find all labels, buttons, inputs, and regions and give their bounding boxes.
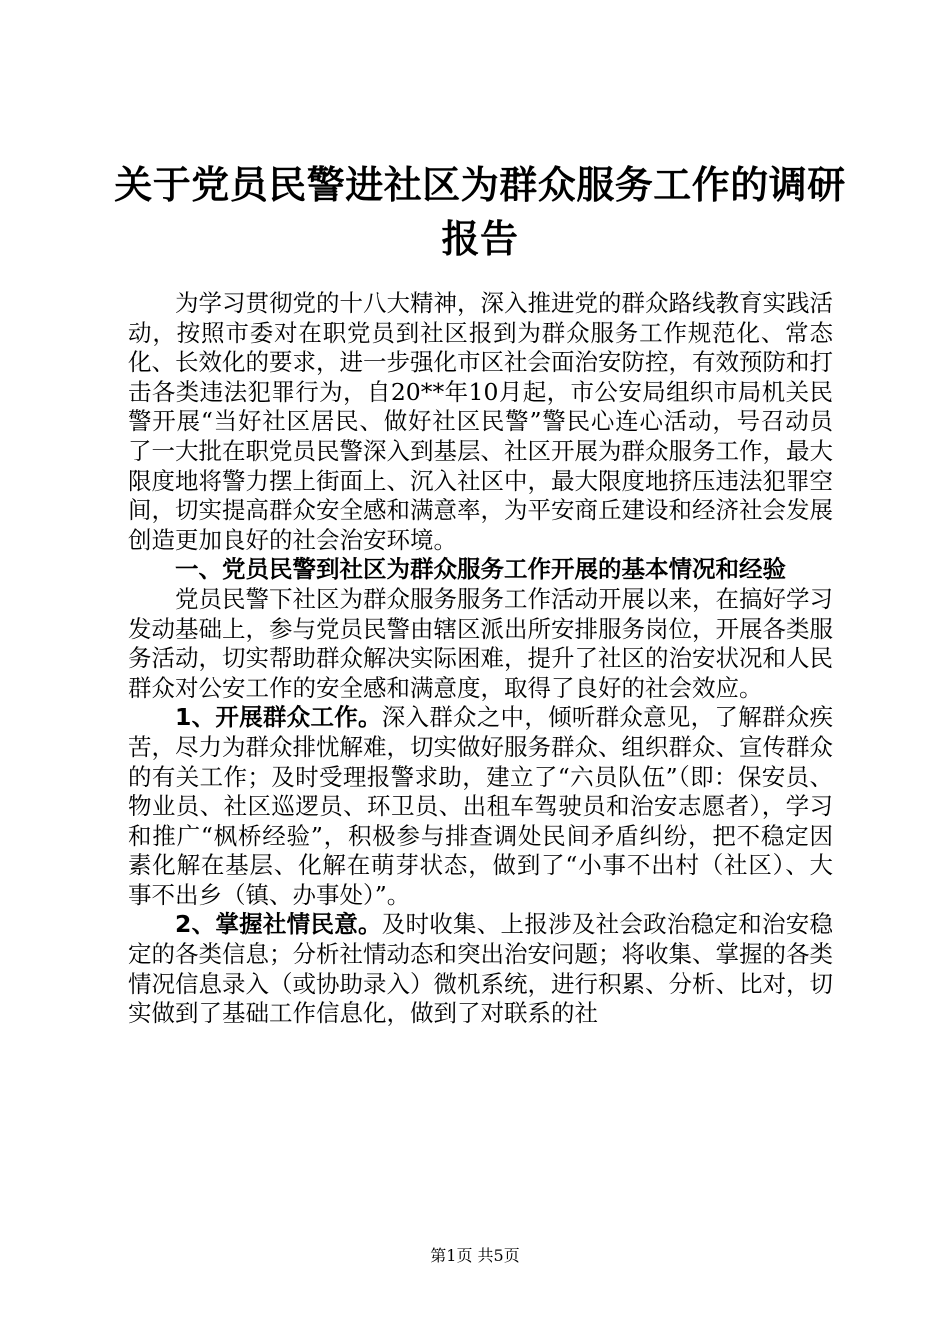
item-2-lead: 2、掌握社情民意。 xyxy=(175,910,382,939)
intro-paragraph: 为学习贯彻党的十八大精神，深入推进党的群众路线教育实践活动，按照市委对在职党员到社区报到为群众服务工作规范化、常态化、长效化的要求，进一步强化市区社会面治安防控，有效预防和打击各类违法犯罪行为，自20**年10月起，市公安局组织市局机关民警开展“当好社区居民、做好社区民警”警民心连心活动，号召动员了一大批在职党员民警深入到基层、社区开展为群众服务工作，最大限度地将警力摆上街面上、沉入社区中，最大限度地挤压违法犯罪空间，切实提高群众安全感和满意率，为平安商丘建设和经济社会发展创造更加良好的社会治安环境。 xyxy=(128,289,833,554)
section-heading: 一、党员民警到社区为群众服务工作开展的基本情况和经验 xyxy=(175,555,786,584)
item-1-lead: 1、开展群众工作。 xyxy=(175,703,382,732)
document-title: 关于党员民警进社区为群众服务工作的调研报告 xyxy=(114,163,846,261)
item-2-body: 及时收集、上报涉及社会政治稳定和治安稳定的各类信息；分析社情动态和突出治安问题；将收集、掌握的各类情况信息录入（或协助录入）微机系统，进行积累、分析、比对，切实做到了基础工作信息化，做到了对联系的社 xyxy=(128,910,833,1028)
item-1-body: 深入群众之中，倾听群众意见，了解群众疾苦，尽力为群众排忧解难，切实做好服务群众、组织群众、宣传群众的有关工作；及时受理报警求助，建立了“六员队伍”（即：保安员、物业员、社区巡逻员、环卫员、出租车驾驶员和治安志愿者），学习和推广“枫桥经验”，积极参与排查调处民间矛盾纠纷，把不稳定因素化解在基层、化解在萌芽状态，做到了“小事不出村（社区）、大事不出乡（镇、办事处）”。 xyxy=(128,703,833,909)
item-2-paragraph xyxy=(128,910,833,1028)
page-footer: 第1页 共5页 xyxy=(430,1246,520,1265)
document-body xyxy=(128,289,833,1029)
section-paragraph: 党员民警下社区为群众服务服务工作活动开展以来，在搞好学习发动基础上，参与党员民警由辖区派出所安排服务岗位，开展各类服务活动，切实帮助群众解决实际困难，提升了社区的治安状况和人民群众对公安工作的安全感和满意度，取得了良好的社会效应。 xyxy=(128,584,833,702)
item-1-paragraph xyxy=(128,703,833,910)
